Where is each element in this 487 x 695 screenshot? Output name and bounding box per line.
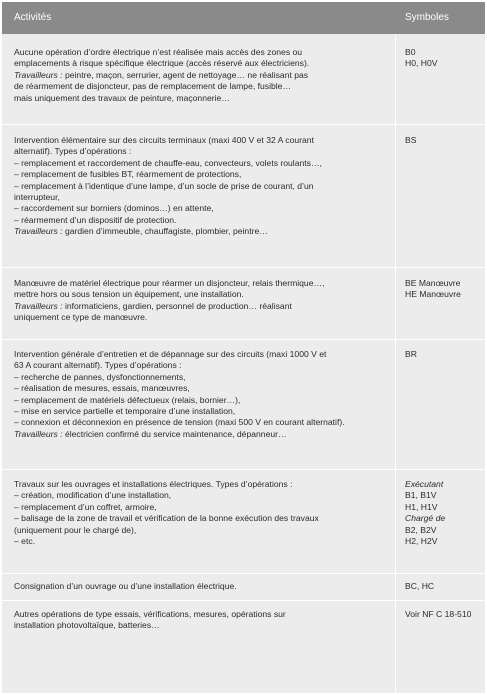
text-line — [14, 301, 388, 312]
table-row — [2, 574, 485, 601]
italic-label: Exécutant — [405, 479, 444, 489]
line-text: installation photovoltaïque, batteries… — [14, 620, 160, 631]
line-text: – raccordement sur borniers (dominos…) en attente, — [14, 203, 214, 214]
text-line — [14, 278, 388, 289]
text-line — [14, 169, 388, 180]
text-line — [14, 58, 388, 69]
line-text: Consignation d’un ouvrage ou d’une installation électrique. — [14, 581, 237, 591]
text-line — [405, 502, 485, 513]
line-text: H0, H0V — [405, 58, 438, 69]
line-text: – balisage de la zone de travail et vérification de la bonne exécution des travaux — [14, 513, 319, 524]
text-line — [14, 372, 388, 383]
italic-label: Travailleurs : — [14, 69, 63, 80]
line-text: emplacements à risque spécifique électrique (accès réservé aux électriciens). — [14, 58, 310, 69]
text-line — [14, 429, 388, 440]
text-line — [405, 58, 485, 69]
symbol-cell — [405, 581, 485, 592]
line-text: – remplacement de matériels défectueux (relais, bornier…), — [14, 394, 241, 405]
italic-label: Travailleurs : — [14, 226, 63, 237]
line-text: interrupteur, — [14, 192, 60, 203]
line-text: – recherche de pannes, dysfonctionnements, — [14, 371, 186, 382]
text-line — [14, 158, 388, 169]
text-line — [14, 312, 388, 323]
text-line — [405, 490, 485, 501]
line-text: peintre, maçon, serrurier, agent de nettoyage… ne réalisant pas — [62, 69, 309, 80]
activity-cell — [14, 135, 388, 238]
line-text: B0 — [405, 47, 416, 57]
table-row — [2, 125, 485, 268]
line-text: Travaux sur les ouvrages et installations électriques. Types d’opérations : — [14, 479, 293, 489]
line-text: – réalisation de mesures, essais, manœuvres, — [14, 383, 190, 394]
line-text: BR — [405, 349, 417, 359]
line-text: B1, B1V — [405, 490, 437, 501]
text-line — [14, 502, 388, 513]
text-line — [14, 181, 388, 192]
header-symbols: Symboles — [405, 12, 449, 23]
table-row — [2, 268, 485, 340]
line-text: mais uniquement des travaux de peinture, maçonnerie… — [14, 92, 230, 103]
text-line — [14, 203, 388, 214]
line-text: Aucune opération d’ordre électrique n’est réalisée mais accès des zones ou — [14, 47, 303, 57]
text-line — [405, 278, 485, 289]
line-text: Intervention générale d’entretien et de dépannage sur des circuits (maxi 1000 V et — [14, 349, 327, 359]
text-line — [14, 215, 388, 226]
line-text: – connexion et déconnexion en présence de tension (maxi 500 V en courant alternatif). — [14, 417, 345, 428]
text-line — [14, 620, 388, 631]
text-line — [405, 536, 485, 547]
activity-cell — [14, 278, 388, 324]
text-line — [14, 360, 388, 371]
symbol-cell — [405, 47, 485, 70]
text-line — [405, 479, 485, 490]
text-line — [14, 609, 388, 620]
symbol-cell — [405, 609, 485, 620]
text-line — [14, 70, 388, 81]
line-text: – création, modification d’une installation, — [14, 490, 172, 501]
line-text: alternatif). Types d’opérations : — [14, 146, 132, 157]
line-text: informaticiens, gardien, personnel de production… réalisant — [62, 300, 292, 311]
text-line — [14, 192, 388, 203]
line-text: BC, HC — [405, 581, 435, 591]
text-line — [405, 47, 485, 58]
line-text: – remplacement de fusibles BT, réarmement de protections, — [14, 169, 242, 180]
symbol-cell — [405, 479, 485, 547]
text-line — [405, 581, 485, 592]
line-text: – remplacement d’un coffret, armoire, — [14, 501, 157, 512]
symbol-cell — [405, 135, 485, 146]
text-line — [405, 525, 485, 536]
line-text: B2, B2V — [405, 524, 437, 535]
text-line — [14, 406, 388, 417]
text-line — [14, 395, 388, 406]
line-text: H1, H1V — [405, 501, 438, 512]
text-line — [405, 609, 485, 620]
line-text: – mise en service partielle et temporaire d’une installation, — [14, 406, 236, 417]
text-line — [14, 513, 388, 524]
line-text: – remplacement et raccordement de chauffe-eau, convecteurs, volets roulants…, — [14, 157, 322, 168]
line-text: BS — [405, 135, 417, 145]
italic-label: Travailleurs : — [14, 300, 63, 311]
line-text: uniquement ce type de manœuvre. — [14, 312, 148, 323]
text-line — [14, 479, 388, 490]
text-line — [14, 81, 388, 92]
line-text: Autres opérations de type essais, vérifications, mesures, opérations sur — [14, 609, 286, 619]
text-line — [405, 135, 485, 146]
italic-label: Travailleurs : — [14, 428, 63, 439]
text-line — [14, 349, 388, 360]
line-text: Voir NF C 18-510 — [405, 609, 472, 619]
activity-cell — [14, 349, 388, 440]
line-text: de réarmement de disjoncteur, pas de remplacement de lampe, fusible… — [14, 81, 292, 92]
line-text: HE Manœuvre — [405, 289, 461, 300]
activities-table — [2, 2, 485, 693]
text-line — [14, 417, 388, 428]
line-text: BE Manœuvre — [405, 278, 461, 288]
table-row — [2, 34, 485, 125]
line-text: Manœuvre de matériel électrique pour réarmer un disjoncteur, relais thermique…, — [14, 278, 325, 288]
line-text: Intervention élémentaire sur des circuits terminaux (maxi 400 V et 32 A courant — [14, 135, 314, 145]
text-line — [14, 383, 388, 394]
line-text: gardien d’immeuble, chauffagiste, plombier, peintre… — [62, 226, 268, 237]
text-line — [14, 226, 388, 237]
text-line — [14, 135, 388, 146]
text-line — [405, 513, 485, 524]
line-text: (uniquement pour le chargé de), — [14, 524, 137, 535]
text-line — [14, 536, 388, 547]
activity-cell — [14, 581, 388, 592]
text-line — [14, 47, 388, 58]
table-row — [2, 340, 485, 470]
text-line — [405, 289, 485, 300]
line-text: – remplacement à l’identique d’une lampe, d’un socle de prise de courant, d’un — [14, 180, 314, 191]
table-header — [2, 2, 485, 34]
text-line — [14, 490, 388, 501]
text-line — [14, 146, 388, 157]
line-text: H2, H2V — [405, 536, 438, 547]
activity-cell — [14, 609, 388, 632]
text-line — [405, 349, 485, 360]
line-text: – etc. — [14, 536, 36, 547]
text-line — [14, 525, 388, 536]
text-line — [14, 581, 388, 592]
activity-cell — [14, 479, 388, 547]
italic-label: Chargé de — [405, 513, 446, 524]
text-line — [14, 289, 388, 300]
symbol-cell — [405, 349, 485, 360]
table-row — [2, 470, 485, 574]
line-text: 63 A courant alternatif). Types d’opérations : — [14, 360, 182, 371]
activity-cell — [14, 47, 388, 104]
symbol-cell — [405, 278, 485, 301]
text-line — [14, 93, 388, 104]
table-row — [2, 601, 485, 693]
line-text: – réarmement d’un dispositif de protection. — [14, 214, 177, 225]
line-text: électricien confirmé du service maintenance, dépanneur… — [62, 428, 287, 439]
line-text: mettre hors ou sous tension un équipement, une installation. — [14, 289, 244, 300]
header-activities: Activités — [14, 12, 52, 23]
